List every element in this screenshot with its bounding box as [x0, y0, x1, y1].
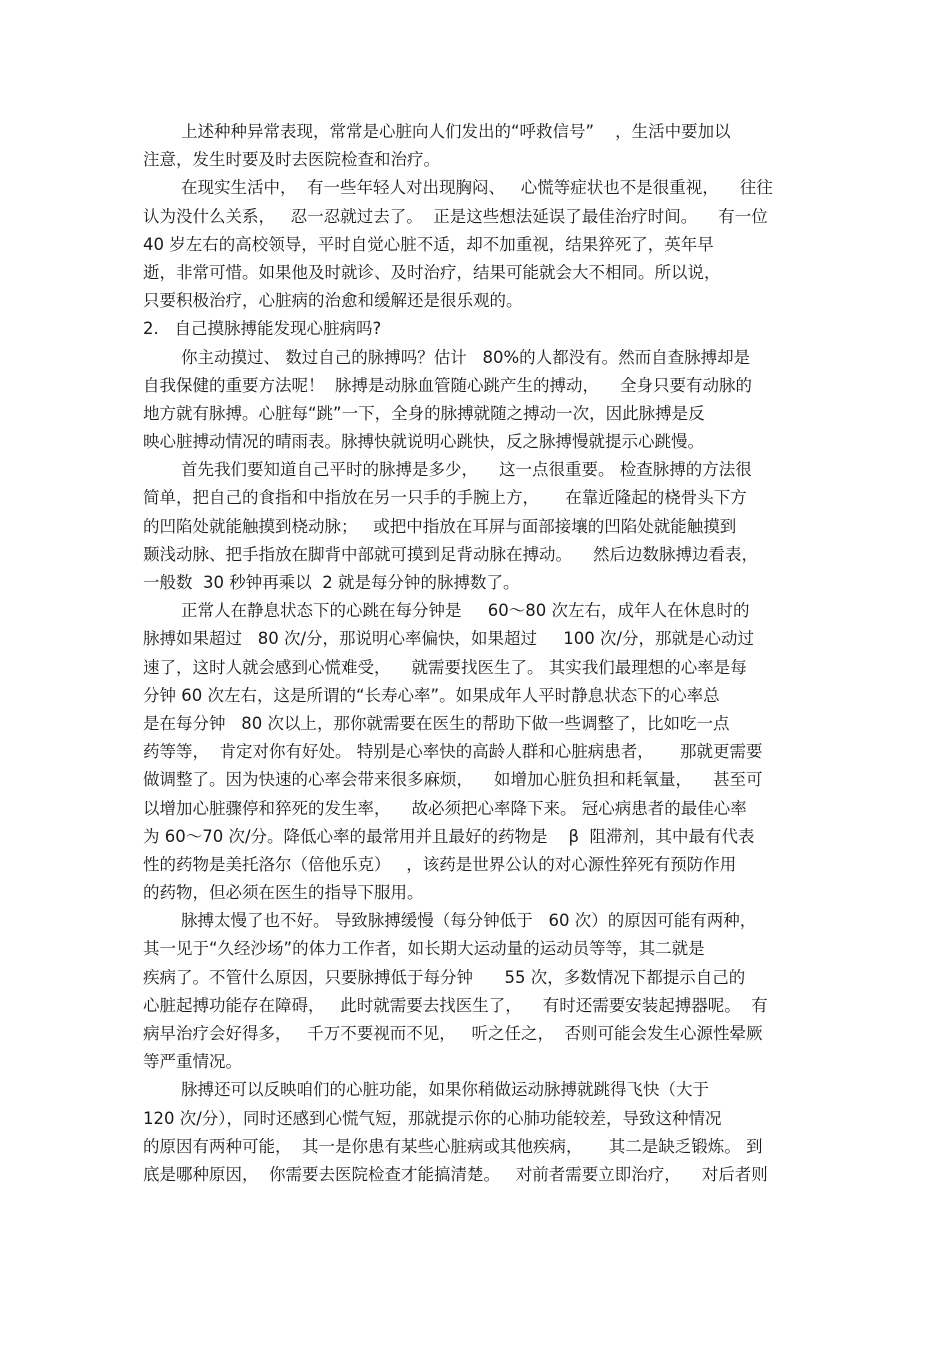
text-line: 简单，把自己的食指和中指放在另一只手的手腕上方， 在靠近隆起的桡骨头下方 [143, 488, 747, 508]
text-line: 的药物，但必须在医生的指导下服用。 [143, 883, 424, 903]
text-line: 上述种种异常表现，常常是心脏向人们发出的“呼救信号” ，生活中要加以 [181, 122, 731, 141]
body-text [143, 118, 813, 1189]
text-line: 颞浅动脉、把手指放在脚背中部就可摸到足背动脉在搏动。 然后边数脉搏边看表， [143, 544, 758, 564]
text-line: 映心脏搏动情况的晴雨表。脉搏快就说明心跳快，反之脉搏慢就提示心跳慢。 [143, 432, 704, 452]
text-line: 脉搏如果超过 80 次/分，那说明心率偏快，如果超过 100 次/分，那就是心动过 [143, 629, 755, 649]
text-line: 一般数 30 秒钟再乘以 2 就是每分钟的脉搏数了。 [143, 573, 520, 592]
text-line: 注意，发生时要及时去医院检查和治疗。 [143, 150, 440, 170]
text-line: 脉搏还可以反映咱们的心脏功能，如果你稍做运动脉搏就跳得飞快（大于 [181, 1080, 709, 1100]
text-line: 正常人在静息状态下的心跳在每分钟是 60～80 次左右，成年人在休息时的 [181, 601, 750, 621]
text-line: 分钟 60 次左右，这是所谓的“长寿心率”。如果成年人平时静息状态下的心率总 [143, 685, 720, 705]
text-line: 性的药物是美托洛尔（倍他乐克） ，该药是世界公认的对心源性猝死有预防作用 [143, 854, 737, 874]
text-line: 的凹陷处就能触摸到桡动脉； 或把中指放在耳屏与面部接壤的凹陷处就能触摸到 [143, 516, 737, 536]
text-line: 地方就有脉搏。心脏每“跳”一下，全身的脉搏就随之搏动一次，因此脉搏是反 [143, 403, 705, 423]
text-line: 为 60～70 次/分。降低心率的最常用并且最好的药物是 β 阻滞剂，其中最有代表 [143, 826, 755, 846]
text-line: 底是哪种原因， 你需要去医院检查才能搞清楚。 对前者需要立即治疗， 对后者则 [143, 1164, 768, 1184]
text-line: 以增加心脏骤停和猝死的发生率， 故必须把心率降下来。 冠心病患者的最佳心率 [143, 798, 747, 818]
text-line: 疾病了。不管什么原因，只要脉搏低于每分钟 55 次，多数情况下都提示自己的 [143, 967, 746, 987]
text-line: 的原因有两种可能， 其一是你患有某些心脏病或其他疾病， 其二是缺乏锻炼。 到 [143, 1136, 763, 1156]
text-line: 2. 自己摸脉搏能发现心脏病吗? [143, 319, 382, 339]
text-line: 自我保健的重要方法呢！ 脉搏是动脉血管随心跳产生的搏动， 全身只要有动脉的 [143, 375, 752, 395]
text-line: 40 岁左右的高校领导，平时自觉心脏不适，却不加重视，结果猝死了，英年早 [143, 234, 714, 254]
text-line: 其一见于“久经沙场”的体力工作者，如长期大运动量的运动员等等，其二就是 [143, 939, 705, 959]
text-line: 只要积极治疗，心脏病的治愈和缓解还是很乐观的。 [143, 291, 523, 311]
text-line: 病早治疗会好得多， 千万不要视而不见， 听之任之， 否则可能会发生心源性晕厥 [143, 1024, 763, 1043]
text-line: 在现实生活中， 有一些年轻人对出现胸闷、 心慌等症状也不是很重视， 往往 [181, 178, 773, 198]
text-line: 等严重情况。 [143, 1052, 242, 1072]
text-line: 120 次/分），同时还感到心慌气短，那就提示你的心肺功能较差，导致这种情况 [143, 1108, 722, 1128]
text-line: 首先我们要知道自己平时的脉搏是多少， 这一点很重要。 检查脉搏的方法很 [181, 460, 752, 480]
text-line: 逝，非常可惜。如果他及时就诊、及时治疗，结果可能就会大不相同。所以说， [143, 262, 721, 282]
text-line: 药等等， 肯定对你有好处。 特别是心率快的高龄人群和心脏病患者， 那就更需要 [143, 742, 763, 762]
text-line: 是在每分钟 80 次以上，那你就需要在医生的帮助下做一些调整了，比如吃一点 [143, 713, 730, 733]
text-line: 速了，这时人就会感到心慌难受， 就需要找医生了。 其实我们最理想的心率是每 [143, 657, 747, 677]
text-line: 做调整了。因为快速的心率会带来很多麻烦， 如增加心脏负担和耗氧量， 甚至可 [143, 770, 763, 790]
text-line: 你主动摸过、 数过自己的脉搏吗？估计 80%的人都没有。然而自查脉搏却是 [181, 347, 751, 367]
text-line: 心脏起搏功能存在障碍， 此时就需要去找医生了， 有时还需要安装起搏器呢。 有 [143, 995, 768, 1015]
text-line: 脉搏太慢了也不好。 导致脉搏缓慢（每分钟低于 60 次）的原因可能有两种， [181, 911, 757, 931]
text-line: 认为没什么关系， 忍一忍就过去了。 正是这些想法延误了最佳治疗时间。 有一位 [143, 206, 768, 226]
